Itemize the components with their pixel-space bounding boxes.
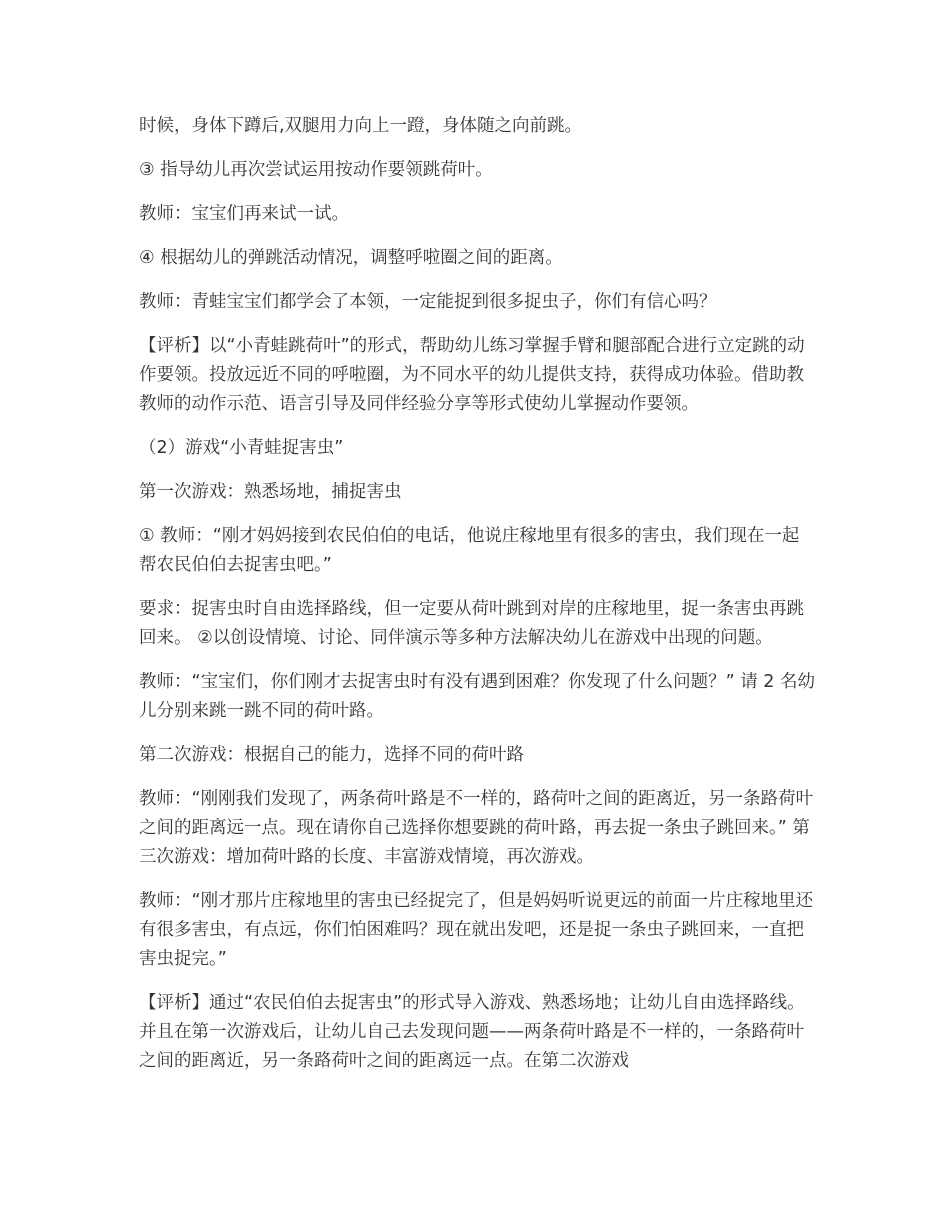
paragraph-teacher-question: 教师：“宝宝们，你们刚才去捉害虫时有没有遇到困难？你发现了什么问题？” 请 2 名幼儿分别来跳一跳不同的荷叶路。: [139, 672, 815, 721]
paragraph-teacher-try-again: 教师：宝宝们再来试一试。: [139, 204, 349, 224]
paragraph-step-4: ④ 根据幼儿的弹跳活动情况，调整呼啦圈之间的距离。: [139, 248, 563, 268]
paragraph-teacher-farther: 教师：“刚才那片庄稼地里的害虫已经捉完了，但是妈妈听说更远的前面一片庄稼地里还有很多害虫，有点远，你们怕困难吗？现在就出发吧，还是捉一条虫子跳回来，一直把害虫捉完。”: [139, 891, 814, 969]
paragraph-second-game: 第二次游戏：根据自己的能力，选择不同的荷叶路: [139, 745, 524, 765]
paragraph-first-game: 第一次游戏：熟悉场地，捕捉害虫: [139, 482, 402, 502]
paragraph-jump-technique: 时候，身体下蹲后,双腿用力向上一蹬，身体随之向前跳。: [139, 116, 583, 136]
paragraph-analysis-2: 【评析】通过“农民伯伯去捉害虫”的形式导入游戏、熟悉场地；让幼儿自由选择路线。并且在第一次游戏后，让幼儿自己去发现问题——两条荷叶路是不一样的，一条路荷叶之间的距离近，另一条路荷叶之间的距离远一点。在第二次游戏: [139, 993, 805, 1071]
paragraph-teacher-confidence: 教师：青蛙宝宝们都学会了本领，一定能捉到很多捉虫子，你们有信心吗？: [139, 292, 717, 312]
paragraph-step-3: ③ 指导幼儿再次尝试运用按动作要领跳荷叶。: [139, 160, 493, 180]
paragraph-teacher-two-paths: 教师：“刚刚我们发现了，两条荷叶路是不一样的，路荷叶之间的距离近，另一条路荷叶之间的距离远一点。现在请你自己选择你想要跳的荷叶路，再去捉一条虫子跳回来。” 第三次游戏：增加荷叶路的长度、丰富游戏情境，再次游戏。: [139, 789, 814, 867]
paragraph-game-title: （2）游戏“小青蛙捉害虫”: [139, 438, 344, 458]
document-page: [139, 112, 815, 1091]
paragraph-requirements: 要求：捉害虫时自由选择路线，但一定要从荷叶跳到对岸的庄稼地里，捉一条害虫再跳回来。 ②以创设情境、讨论、同伴演示等多种方法解决幼儿在游戏中出现的问题。: [139, 599, 804, 648]
paragraph-teacher-call: ① 教师：“刚才妈妈接到农民伯伯的电话，他说庄稼地里有很多的害虫，我们现在一起帮农民伯伯去捉害虫吧。”: [139, 526, 800, 575]
paragraph-analysis-1: 【评析】以“小青蛙跳荷叶”的形式，帮助幼儿练习掌握手臂和腿部配合进行立定跳的动作要领。投放远近不同的呼啦圈，为不同水平的幼儿提供支持，获得成功体验。借助教教师的动作示范、语言引导及同伴经验分享等形式使幼儿掌握动作要领。: [139, 336, 805, 414]
